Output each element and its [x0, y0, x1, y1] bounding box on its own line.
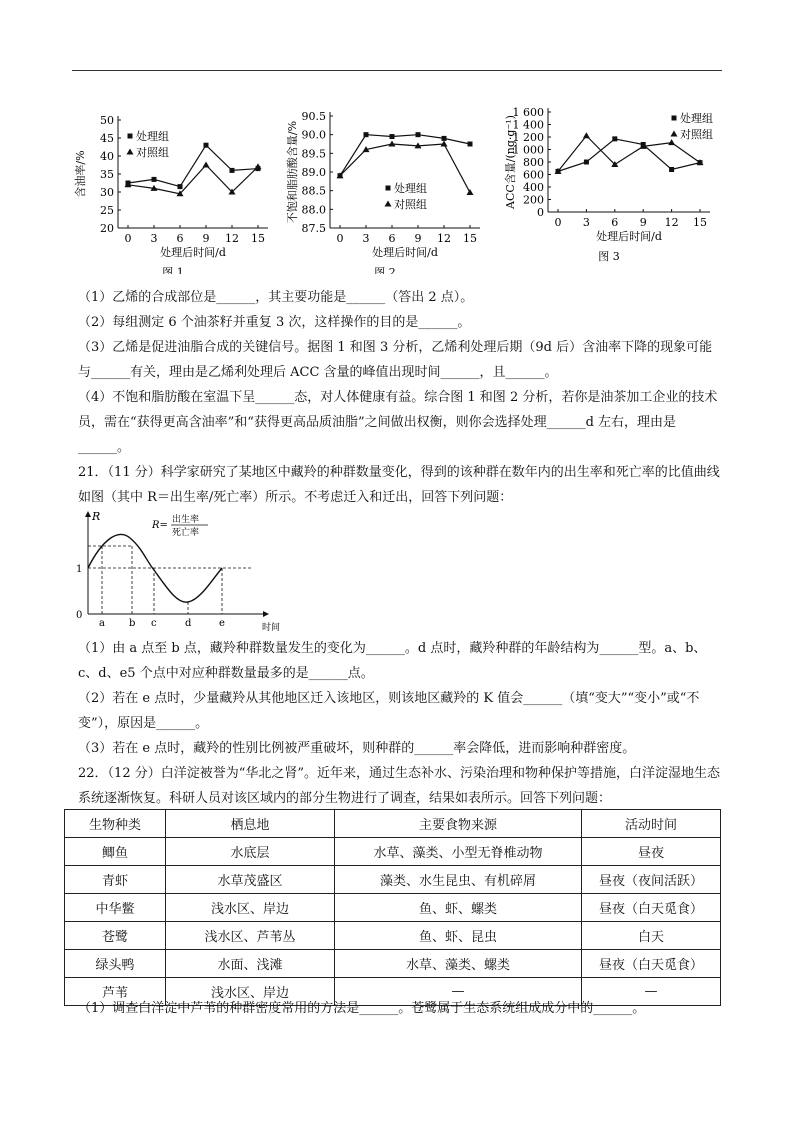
fig2-ylabel: 不饱和脂肪酸含量/% — [286, 120, 299, 224]
y-tick-label: 88.5 — [301, 184, 326, 198]
y-tick-label: 1 400 — [512, 118, 544, 132]
data-point-triangle — [467, 189, 474, 195]
r-formula-num: 出生率 — [172, 515, 200, 525]
figure-3 — [494, 98, 724, 274]
r-point-c: c — [151, 618, 157, 629]
table-cell: 藻类、水生昆虫、有机碎屑 — [335, 866, 582, 894]
col-activity: 活动时间 — [582, 810, 721, 838]
table-cell: 昼夜（白天觅食） — [582, 950, 721, 978]
table-cell: 鱼、虾、螺类 — [335, 894, 582, 922]
data-point-square — [152, 177, 157, 182]
x-tick-label: 6 — [388, 232, 396, 245]
fig3-caption: 图 3 — [598, 250, 620, 263]
table-cell: 昼夜（夜间活跃） — [582, 866, 721, 894]
legend-entry: 对照组 — [136, 146, 169, 159]
r-point-d: d — [185, 618, 192, 629]
table-row — [65, 838, 721, 866]
y-tick-label: 1 200 — [512, 131, 544, 144]
y-tick-label: 89.0 — [301, 166, 326, 179]
r-curve-chart — [72, 508, 282, 636]
x-tick-label: 6 — [611, 216, 619, 229]
y-tick-label: 90.5 — [301, 110, 326, 123]
table-cell: 水面、浅滩 — [166, 950, 335, 978]
fig2-xlabel: 处理后时间/d — [372, 246, 438, 259]
y-tick-label: 600 — [523, 168, 544, 182]
x-tick-label: 15 — [251, 232, 265, 245]
r-point-a: a — [99, 618, 105, 629]
fig1-xlabel: 处理后时间/d — [160, 246, 226, 259]
data-point-square — [468, 142, 473, 147]
x-tick-label: 0 — [336, 232, 344, 245]
y-tick-label: 50 — [100, 114, 114, 127]
r-curve-figure — [72, 508, 282, 636]
x-tick-label: 9 — [414, 232, 422, 245]
legend-triangle-icon — [671, 131, 678, 137]
y-tick-label: 35 — [100, 168, 114, 181]
organism-table — [64, 809, 721, 1006]
data-point-square — [669, 167, 674, 172]
table-cell: 芦苇 — [65, 978, 166, 1006]
r-time-label: 时间 — [262, 623, 281, 633]
data-point-square — [178, 184, 183, 189]
table-cell: 昼夜 — [582, 838, 721, 866]
table-cell: 青虾 — [65, 866, 166, 894]
legend-entry: 对照组 — [680, 128, 713, 141]
table-cell: 水草茂盛区 — [166, 866, 335, 894]
table-cell: 白天 — [582, 922, 721, 950]
x-tick-label: 12 — [437, 232, 451, 245]
table-cell: 绿头鸭 — [65, 950, 166, 978]
data-point-triangle — [203, 162, 210, 168]
y-tick-label: 20 — [100, 222, 114, 235]
fig2-caption: 图 2 — [374, 266, 396, 274]
y-tick-label: 90.0 — [301, 128, 326, 142]
col-species: 生物种类 — [65, 810, 166, 838]
q20-part1: （1）乙烯的合成部位是______，其主要功能是______（答出 2 点）。 — [78, 290, 474, 305]
data-point-square — [442, 136, 447, 141]
table-cell: — — [582, 978, 721, 1006]
x-tick-label: 12 — [225, 232, 239, 245]
y-tick-label: 25 — [100, 204, 114, 217]
table-row — [65, 894, 721, 922]
table-cell: 鱼、虾、昆虫 — [335, 922, 582, 950]
q22-intro: 22．（12 分）白洋淀被誉为“华北之肾”。近年来，通过生态补水、污染治理和物种保护等措施，白洋淀湿地生态系统逐渐恢复。科研人员对该区域内的部分生物进行了调查，结果如表所示。回答下列问题： — [78, 766, 721, 806]
figure-1-chart — [66, 104, 286, 274]
data-point-triangle — [389, 141, 396, 147]
figure-1 — [66, 104, 286, 274]
table-header-row — [65, 810, 721, 838]
y-tick-label: 1 600 — [512, 106, 544, 119]
legend-triangle-icon — [127, 149, 134, 155]
data-point-triangle — [441, 141, 448, 147]
x-tick-label: 3 — [362, 232, 370, 245]
legend-square-icon — [128, 134, 133, 139]
y-tick-label: 800 — [523, 156, 544, 169]
col-food: 主要食物来源 — [335, 810, 582, 838]
x-tick-label: 9 — [639, 216, 647, 229]
q20-part3: （3）乙烯是促进油脂合成的关键信号。据图 1 和图 3 分析，乙烯利处理后期（9d 后）含油率下降的现象可能与______有关，理由是乙烯利处理后 ACC 含量的峰值出现时间______，且______。 — [78, 340, 713, 380]
table-cell: 水底层 — [166, 838, 335, 866]
table-cell: 水草、藻类、小型无脊椎动物 — [335, 838, 582, 866]
table-row — [65, 950, 721, 978]
header-rule — [72, 70, 722, 71]
x-tick-label: 3 — [150, 232, 158, 245]
x-tick-label: 12 — [664, 216, 679, 229]
q22-part1: （1）调查白洋淀中芦苇的种群密度常用的方法是______。苍鹭属于生态系统组成成分中的______。 — [78, 1001, 646, 1016]
legend-entry: 对照组 — [394, 198, 427, 211]
table-cell: 浅水区、岸边 — [166, 978, 335, 1006]
data-point-triangle — [668, 139, 675, 145]
data-point-square — [612, 136, 617, 141]
x-tick-label: 0 — [124, 232, 132, 245]
y-tick-label: 88.0 — [301, 203, 326, 217]
data-point-square — [584, 160, 589, 165]
series-line — [128, 165, 258, 194]
q20-part2: （2）每组测定 6 个油茶籽并重复 3 次，这样操作的目的是______。 — [78, 315, 471, 330]
table-cell: 浅水区、岸边 — [166, 894, 335, 922]
legend-entry: 处理组 — [680, 112, 713, 125]
data-point-square — [416, 132, 421, 137]
x-tick-label: 0 — [554, 216, 562, 229]
y-tick-label: 89.5 — [301, 147, 326, 161]
fig1-ylabel: 含油率/% — [74, 150, 87, 198]
y-tick-label: 1 000 — [512, 143, 544, 157]
table-cell: 鲫鱼 — [65, 838, 166, 866]
x-tick-label: 9 — [202, 232, 210, 245]
q20-part4: （4）不饱和脂肪酸在室温下呈______态，对人体健康有益。综合图 1 和图 2 分析，若你是油茶加工企业的技术员，需在“获得更高含油率”和“获得更高品质油脂”之间做出权衡，则你会选择处理______d 左右，理由是______。 — [78, 390, 718, 455]
figure-2 — [280, 104, 500, 274]
legend-entry: 处理组 — [136, 130, 169, 143]
r-point-b: b — [129, 618, 136, 629]
r-axis-label: R — [92, 510, 101, 523]
y-tick-label: 0 — [537, 206, 544, 219]
fig1-caption: 图 1 — [162, 266, 184, 274]
legend-entry: 处理组 — [394, 182, 427, 195]
y-tick-label: 45 — [100, 132, 114, 145]
y-tick-label: 200 — [523, 193, 544, 207]
table-cell: 中华鳖 — [65, 894, 166, 922]
q21-part2: （2）若在 e 点时，少量藏羚从其他地区迁入该地区，则该地区藏羚的 K 值会______（填“变大”“变小”或“不变”），原因是______。 — [78, 691, 700, 731]
legend-triangle-icon — [385, 201, 392, 207]
figure-2-chart — [280, 104, 500, 274]
legend-square-icon — [386, 186, 391, 191]
table-cell: 苍鹭 — [65, 922, 166, 950]
data-point-square — [204, 143, 209, 148]
x-tick-label: 6 — [176, 232, 184, 245]
x-tick-label: 15 — [463, 232, 477, 245]
table-cell: 水草、藻类、螺类 — [335, 950, 582, 978]
data-point-square — [390, 134, 395, 139]
y-tick-label: 400 — [523, 181, 544, 194]
x-tick-label: 15 — [693, 216, 707, 229]
r-tick-one: 1 — [76, 564, 83, 575]
y-tick-label: 87.5 — [301, 222, 326, 235]
q21-part1: （1）由 a 点至 b 点，藏羚种群数量发生的变化为______。d 点时，藏羚种群的年龄结构为______型。a、b、c、d、e5 个点中对应种群数量最多的是______点。 — [78, 641, 707, 681]
r-formula-lhs: R= — [152, 520, 168, 531]
data-point-square — [364, 132, 369, 137]
r-formula-den: 死亡率 — [172, 528, 200, 538]
y-tick-label: 40 — [100, 150, 114, 163]
legend-square-icon — [672, 116, 677, 121]
table-cell: 浅水区、芦苇丛 — [166, 922, 335, 950]
figure-3-chart — [494, 98, 724, 274]
table-cell: 昼夜（白天觅食） — [582, 894, 721, 922]
q21-part3: （3）若在 e 点时，藏羚的性别比例被严重破坏，则种群的______率会降低，进而影响种群密度。 — [78, 741, 636, 756]
data-point-triangle — [583, 132, 590, 138]
table-cell: — — [335, 978, 582, 1006]
fig3-xlabel: 处理后时间/d — [596, 230, 662, 243]
q21-intro: 21．（11 分）科学家研究了某地区中藏羚的种群数量变化，得到的该种群在数年内的出生率和死亡率的比值曲线如图（其中 R＝出生率/死亡率）所示。不考虑迁入和迁出，回答下列问题： — [78, 465, 720, 505]
fig3-ylabel: ACC含量/(ng·g⁻¹) — [504, 115, 517, 209]
data-point-square — [230, 168, 235, 173]
x-tick-label: 3 — [582, 216, 590, 229]
table-row — [65, 922, 721, 950]
col-habitat: 栖息地 — [166, 810, 335, 838]
r-point-e: e — [219, 618, 225, 629]
table-row — [65, 866, 721, 894]
y-tick-label: 30 — [100, 186, 114, 199]
r-tick-zero: 0 — [76, 610, 83, 621]
